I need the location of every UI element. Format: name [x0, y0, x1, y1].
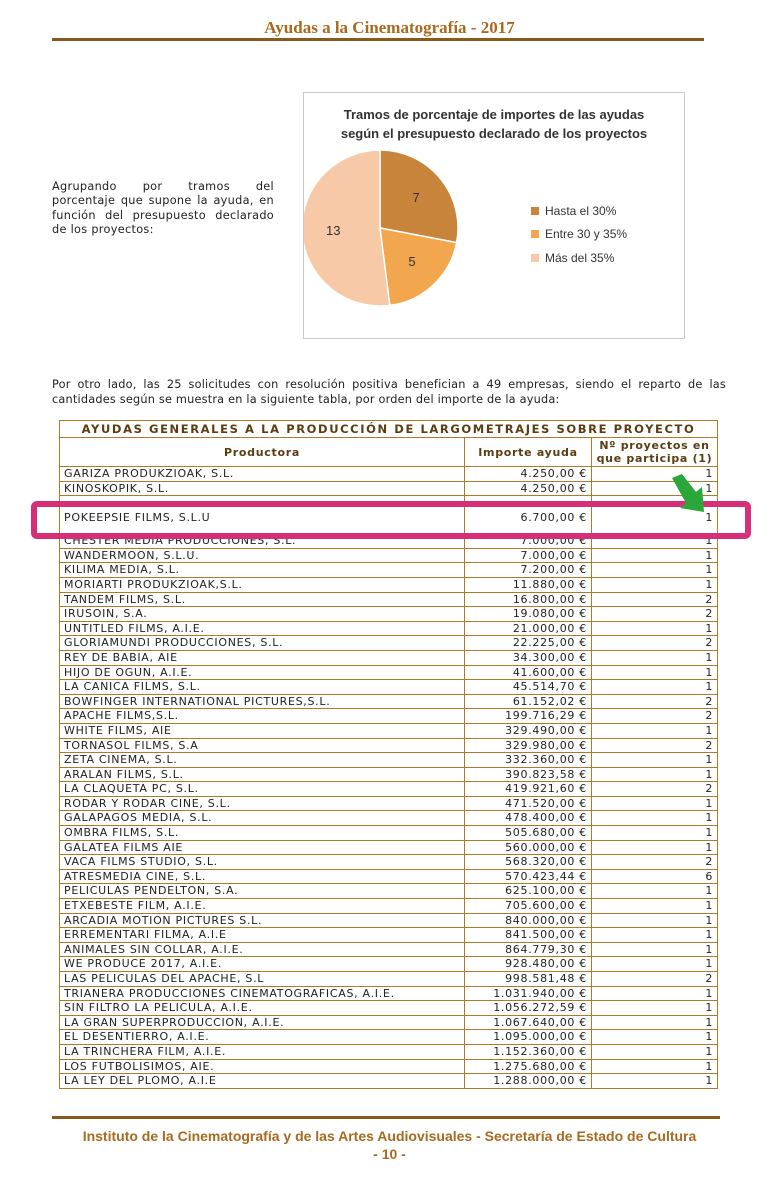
table-row [60, 680, 718, 695]
cell-proyectos: 1 [592, 884, 718, 899]
table-row [60, 767, 718, 782]
legend-swatch [531, 230, 539, 238]
table-row [60, 826, 718, 841]
cell-proyectos: 1 [592, 957, 718, 972]
cell-importe: 4.250,00 € [465, 467, 592, 482]
cell-productora: KINOSKOPIK, S.L. [60, 481, 465, 496]
cell-proyectos: 2 [592, 607, 718, 622]
cell-importe: 560.000,00 € [465, 840, 592, 855]
cell-importe: 928.480,00 € [465, 957, 592, 972]
cell-importe: 61.152,02 € [465, 694, 592, 709]
cell-importe: 1.095.000,00 € [465, 1030, 592, 1045]
cell-proyectos: 1 [592, 481, 718, 496]
highlight-box [31, 501, 751, 539]
cell-proyectos: 1 [592, 650, 718, 665]
cell-productora: GLORIAMUNDI PRODUCCIONES, S.L. [60, 636, 465, 651]
table-header-row [60, 438, 718, 467]
header-proyectos: Nº proyectos en que participa (1) [592, 438, 718, 467]
cell-importe: 329.490,00 € [465, 723, 592, 738]
cell-productora: LA LEY DEL PLOMO, A.I.E [60, 1074, 465, 1089]
legend-item [531, 246, 627, 270]
cell-proyectos: 1 [592, 680, 718, 695]
cell-productora: WE PRODUCE 2017, A.I.E. [60, 957, 465, 972]
table-row [60, 723, 718, 738]
table-row [60, 869, 718, 884]
legend-swatch [531, 207, 539, 215]
table-row [60, 1015, 718, 1030]
cell-productora: RODAR Y RODAR CINE, S.L. [60, 796, 465, 811]
cell-productora: PELICULAS PENDELTON, S.A. [60, 884, 465, 899]
cell-proyectos: 2 [592, 855, 718, 870]
cell-importe: 4.250,00 € [465, 481, 592, 496]
cell-proyectos: 6 [592, 869, 718, 884]
cell-productora: LA GRAN SUPERPRODUCCION, A.I.E. [60, 1015, 465, 1030]
cell-proyectos: 1 [592, 467, 718, 482]
cell-importe: 478.400,00 € [465, 811, 592, 826]
table-row [60, 467, 718, 482]
cell-productora: EL DESENTIERRO, A.I.E. [60, 1030, 465, 1045]
table-row [60, 753, 718, 768]
table-title-row [60, 421, 718, 438]
table-row [60, 899, 718, 914]
cell-proyectos: 2 [592, 592, 718, 607]
cell-productora: KILIMA MEDIA, S.L. [60, 563, 465, 578]
cell-proyectos: 1 [592, 811, 718, 826]
cell-importe: 471.520,00 € [465, 796, 592, 811]
page-header-title: Ayudas a la Cinematografía - 2017 [264, 18, 515, 37]
cell-importe: 505.680,00 € [465, 826, 592, 841]
cell-importe: 570.423,44 € [465, 869, 592, 884]
cell-importe: 22.225,00 € [465, 636, 592, 651]
table-row [60, 636, 718, 651]
cell-proyectos: 1 [592, 723, 718, 738]
cell-importe: 1.067.640,00 € [465, 1015, 592, 1030]
cell-productora: ANIMALES SIN COLLAR, A.I.E. [60, 942, 465, 957]
legend-label: Más del 35% [545, 250, 615, 265]
cell-proyectos: 1 [592, 1001, 718, 1016]
cell-productora: POKEEPSIE FILMS, S.L.U [60, 503, 465, 534]
cell-proyectos: 1 [592, 1015, 718, 1030]
cell-importe: 1.152.360,00 € [465, 1044, 592, 1059]
legend-swatch [531, 254, 539, 262]
header-productora: Productora [60, 438, 465, 467]
pie-value-label: 7 [412, 190, 420, 206]
cell-importe: 568.320,00 € [465, 855, 592, 870]
cell-productora: REY DE BABIA, AIE [60, 650, 465, 665]
cell-productora: TORNASOL FILMS, S.A [60, 738, 465, 753]
cell-productora: ATRESMEDIA CINE, S.L. [60, 869, 465, 884]
table-row [60, 928, 718, 943]
arrow-down-right-icon [670, 474, 706, 514]
cell-proyectos: 1 [592, 899, 718, 914]
cell-importe: 705.600,00 € [465, 899, 592, 914]
cell-importe: 7.200,00 € [465, 563, 592, 578]
cell-productora: ETXEBESTE FILM, A.I.E. [60, 899, 465, 914]
cell-productora: WHITE FILMS, AIE [60, 723, 465, 738]
cell-productora: ZETA CINEMA, S.L. [60, 753, 465, 768]
cell-importe: 21.000,00 € [465, 621, 592, 636]
table-row [60, 481, 718, 496]
cell-productora: LA TRINCHERA FILM, A.I.E. [60, 1044, 465, 1059]
cell-proyectos: 1 [592, 1030, 718, 1045]
table-row [60, 796, 718, 811]
pie-chart [303, 92, 685, 339]
cell-productora: GARIZA PRODUKZIOAK, S.L. [60, 467, 465, 482]
table-row [60, 1001, 718, 1016]
table-row [60, 942, 718, 957]
legend-item [531, 199, 627, 223]
cell-proyectos: 1 [592, 548, 718, 563]
table-row [60, 840, 718, 855]
cell-productora: HIJO DE OGUN, A.I.E. [60, 665, 465, 680]
legend-label: Entre 30 y 35% [545, 227, 628, 242]
cell-importe: 7.000,00 € [465, 548, 592, 563]
cell-productora: VACA FILMS STUDIO, S.L. [60, 855, 465, 870]
table-row [60, 855, 718, 870]
cell-productora: LA CLAQUETA PC, S.L. [60, 782, 465, 797]
cell-importe: 864.779,30 € [465, 942, 592, 957]
cell-importe: 11.880,00 € [465, 577, 592, 592]
cell-importe: 419.921,60 € [465, 782, 592, 797]
cell-proyectos: 1 [592, 840, 718, 855]
cell-productora: LA CANICA FILMS, S.L. [60, 680, 465, 695]
cell-productora: LAS PELICULAS DEL APACHE, S.L [60, 972, 465, 987]
cell-proyectos: 2 [592, 738, 718, 753]
cell-importe: 1.031.940,00 € [465, 986, 592, 1001]
legend-item [531, 223, 627, 247]
cell-productora: WANDERMOON, S.L.U. [60, 548, 465, 563]
footer-institution: Instituto de la Cinematografía y de las Artes Audiovisuales - Secretaría de Estado de Cultura [82, 1128, 697, 1144]
cell-importe: 390.823,58 € [465, 767, 592, 782]
cell-proyectos: 1 [592, 621, 718, 636]
table-row [60, 650, 718, 665]
table-row [60, 607, 718, 622]
legend-label: Hasta el 30% [545, 203, 617, 218]
cell-productora: CHESTER MEDIA PRODUCCIONES, S.L. [60, 534, 465, 549]
cell-importe: 7.000,00 € [465, 534, 592, 549]
table-row [60, 957, 718, 972]
table-row [60, 665, 718, 680]
table-row [60, 913, 718, 928]
table-row [60, 1044, 718, 1059]
cell-proyectos: 1 [592, 796, 718, 811]
cell-proyectos: 1 [592, 577, 718, 592]
cell-proyectos: 1 [592, 1059, 718, 1074]
table-row [60, 972, 718, 987]
cell-productora: LOS FUTBOLISIMOS, AIE. [60, 1059, 465, 1074]
cell-proyectos: 1 [592, 986, 718, 1001]
intro-paragraph-1: Agrupando por tramos del porcentaje que supone la ayuda, en función del presupuesto declarado de los proyectos: [52, 180, 274, 237]
cell-importe: 41.600,00 € [465, 665, 592, 680]
cell-importe: 1.288.000,00 € [465, 1074, 592, 1089]
cell-proyectos: 1 [592, 503, 718, 534]
cell-importe: 45.514,70 € [465, 680, 592, 695]
cell-proyectos: 1 [592, 928, 718, 943]
pie-slice-mas-35 [304, 150, 390, 306]
cell-productora: TRIANERA PRODUCCIONES CINEMATOGRAFICAS, A.I.E. [60, 986, 465, 1001]
cell-productora: ARALAN FILMS, S.L. [60, 767, 465, 782]
table-row [60, 592, 718, 607]
cell-proyectos: 1 [592, 826, 718, 841]
cell-importe: 625.100,00 € [465, 884, 592, 899]
cell-productora: ERREMENTARI FILMA, A.I.E [60, 928, 465, 943]
cell-proyectos: 1 [592, 1074, 718, 1089]
table-row [60, 563, 718, 578]
cell-importe: 1.275.680,00 € [465, 1059, 592, 1074]
table-row [60, 738, 718, 753]
cell-proyectos: 1 [592, 767, 718, 782]
table-title: AYUDAS GENERALES A LA PRODUCCIÓN DE LARGOMETRAJES SOBRE PROYECTO [60, 421, 718, 438]
cell-proyectos: 1 [592, 913, 718, 928]
cell-importe: 34.300,00 € [465, 650, 592, 665]
cell-proyectos: 2 [592, 636, 718, 651]
cell-proyectos: 1 [592, 1044, 718, 1059]
table-row [60, 694, 718, 709]
intro-paragraph-2: Por otro lado, las 25 solicitudes con resolución positiva benefician a 49 empresas, siendo el reparto de las cantidades según se muestra en la siguiente tabla, por orden del importe de la ayuda: [52, 378, 726, 406]
cell-proyectos: 2 [592, 709, 718, 724]
cell-productora: GALATEA FILMS AIE [60, 840, 465, 855]
chart-title: Tramos de porcentaje de importes de las ayudas según el presupuesto declarado de los proyectos [340, 107, 648, 141]
cell-productora: MORIARTI PRODUKZIOAK,S.L. [60, 577, 465, 592]
cell-proyectos: 1 [592, 942, 718, 957]
cell-importe: 1.056.272,59 € [465, 1001, 592, 1016]
cell-productora: TANDEM FILMS, S.L. [60, 592, 465, 607]
page-number: - 10 - [373, 1146, 406, 1162]
cell-importe: 199.716,29 € [465, 709, 592, 724]
cell-importe: 332.360,00 € [465, 753, 592, 768]
cell-proyectos: 1 [592, 563, 718, 578]
cell-productora: UNTITLED FILMS, A.I.E. [60, 621, 465, 636]
cell-proyectos: 2 [592, 972, 718, 987]
header-rule [52, 38, 704, 41]
cell-importe: 329.980,00 € [465, 738, 592, 753]
cell-productora: APACHE FILMS,S.L. [60, 709, 465, 724]
cell-proyectos: 1 [592, 753, 718, 768]
table-row [60, 811, 718, 826]
footer-rule [52, 1116, 720, 1119]
header-importe: Importe ayuda [465, 438, 592, 467]
cell-importe: 6.700,00 € [465, 503, 592, 534]
table-row [60, 782, 718, 797]
table-row [60, 709, 718, 724]
cell-productora: GALAPAGOS MEDIA, S.L. [60, 811, 465, 826]
table-row [60, 621, 718, 636]
table-row [60, 1030, 718, 1045]
table-row [60, 548, 718, 563]
table-row [60, 1074, 718, 1089]
pie-value-label: 5 [408, 254, 416, 270]
table-row [60, 577, 718, 592]
cell-proyectos: 2 [592, 782, 718, 797]
cell-productora: OMBRA FILMS, S.L. [60, 826, 465, 841]
cell-importe: 998.581,48 € [465, 972, 592, 987]
table-row [60, 884, 718, 899]
cell-proyectos: 2 [592, 694, 718, 709]
chart-legend [531, 199, 627, 270]
cell-productora: SIN FILTRO LA PELICULA, A.I.E. [60, 1001, 465, 1016]
cell-productora: IRUSOIN, S.A. [60, 607, 465, 622]
cell-importe: 841.500,00 € [465, 928, 592, 943]
cell-productora: BOWFINGER INTERNATIONAL PICTURES,S.L. [60, 694, 465, 709]
cell-proyectos: 1 [592, 665, 718, 680]
cell-productora: ARCADIA MOTION PICTURES S.L. [60, 913, 465, 928]
table-row [60, 1059, 718, 1074]
cell-importe: 16.800,00 € [465, 592, 592, 607]
cell-importe: 840.000,00 € [465, 913, 592, 928]
cell-proyectos: 1 [592, 534, 718, 549]
pie-value-label: 13 [326, 222, 341, 238]
cell-importe: 19.080,00 € [465, 607, 592, 622]
table-row [60, 986, 718, 1001]
